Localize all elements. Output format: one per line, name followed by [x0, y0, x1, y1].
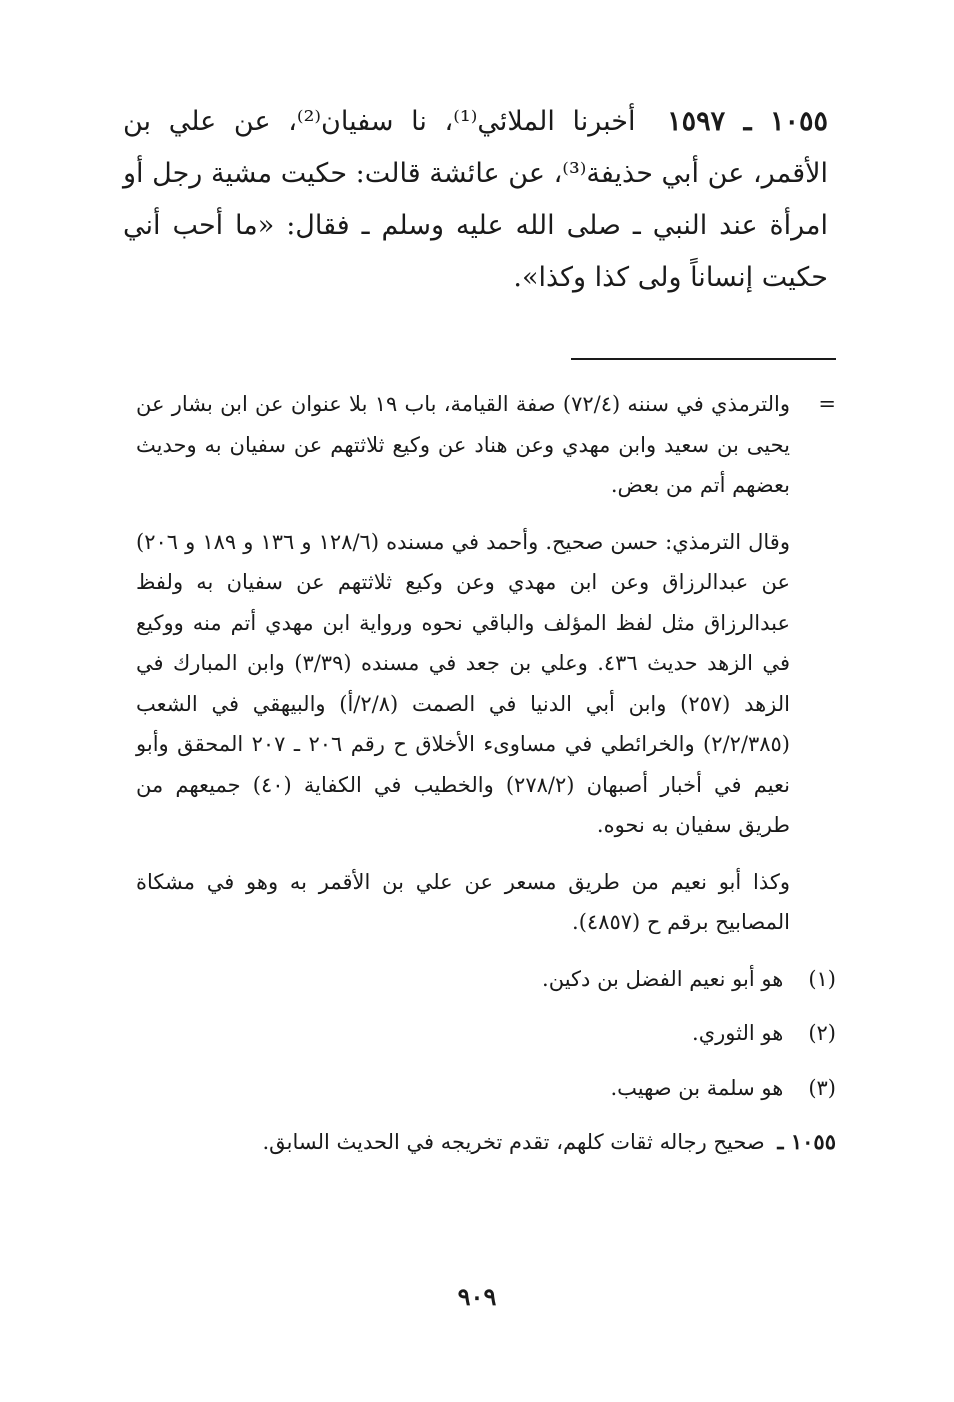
- footnotes-section: [136, 384, 836, 1179]
- footnote-divider: [571, 358, 836, 360]
- note-text-1: والترمذي في سننه (٧٢/٤) صفة القيامة، باب ١٩ بلا عنوان عن ابن بشار عن يحيى بن سعيد وابن مهدي وعن هناد عن وكيع ثلاثتهم عن سفيان به وحديث بعضهم أتم من بعض.: [136, 392, 791, 497]
- hadith-text-block: [123, 96, 828, 304]
- note-text-2: وقال الترمذي: حسن صحيح. وأحمد في مسنده (١٢٨/٦ و ١٣٦ و ١٨٩ و ٢٠٦) عن عبدالرزاق وعن ابن مهدي وعن وكيع ثلاثتهم عن سفيان به ولفظ عبدالرزاق مثل لفظ المؤلف والباقي نحوه ورواية ابن مهدي أتم منه ووكيع في الزهد حديث ٤٣٦. وعلي بن جعد في مسنده (٣/٣٩) وابن المبارك في الزهد (٢٥٧) وابن أبي الدنيا في الصمت (٢/٨/أ) والبيهقي في الشعب (٢/٢/٣٨٥) والخرائطي في مساوىء الأخلاق ح رقم ٢٠٦ ـ ٢٠٧ المحقق وأبو نعيم في أخبار أصبهان (٢٧٨/٢) والخطيب في الكفاية (٤٠) جميعهم من طريق سفيان به نحوه.: [136, 529, 791, 837]
- footnote-number: (١): [808, 966, 836, 991]
- footnote-text: هو أبو نعيم الفضل بن دكين.: [542, 966, 784, 991]
- note-paragraph-1: [136, 384, 836, 506]
- page-number: ٩٠٩: [457, 1282, 497, 1311]
- hadith-body: أخبرنا الملائي⁽¹⁾، نا سفيان⁽²⁾، عن علي بن الأقمر، عن أبي حذيفة⁽³⁾، عن عائشة قالت: حكيت مشية رجل أو امرأة عند النبي ـ صلى الله عليه وسلم ـ فقال: «ما أحب أني حكيت إنساناً ولى كذا وكذا».: [123, 106, 828, 293]
- grade-text: صحيح رجاله ثقات كلهم، تقدم تخريجه في الحديث السابق.: [262, 1130, 765, 1154]
- footnote-number: (٣): [808, 1075, 836, 1100]
- grade-number: ١٠٥٥ ـ: [777, 1129, 836, 1154]
- note-paragraph-2: [136, 522, 836, 846]
- note-paragraph-3: [136, 862, 836, 943]
- hadith-number: ١٠٥٥ ـ ١٥٩٧: [667, 106, 828, 137]
- footnote-text: هو سلمة بن صهيب.: [610, 1075, 784, 1100]
- footnote-number: (٢): [808, 1021, 836, 1045]
- footnote-1: [136, 959, 836, 1000]
- footnote-2: [136, 1013, 836, 1054]
- note-text-3: وكذا أبو نعيم من طريق مسعر عن علي بن الأقمر به وهو في مشكاة المصابيح برقم ح (٤٨٥٧).: [136, 869, 790, 934]
- continuation-mark: =: [818, 392, 836, 416]
- footnote-3: [136, 1068, 836, 1109]
- footnote-text: هو الثوري.: [692, 1021, 784, 1045]
- hadith-grade: [136, 1122, 836, 1163]
